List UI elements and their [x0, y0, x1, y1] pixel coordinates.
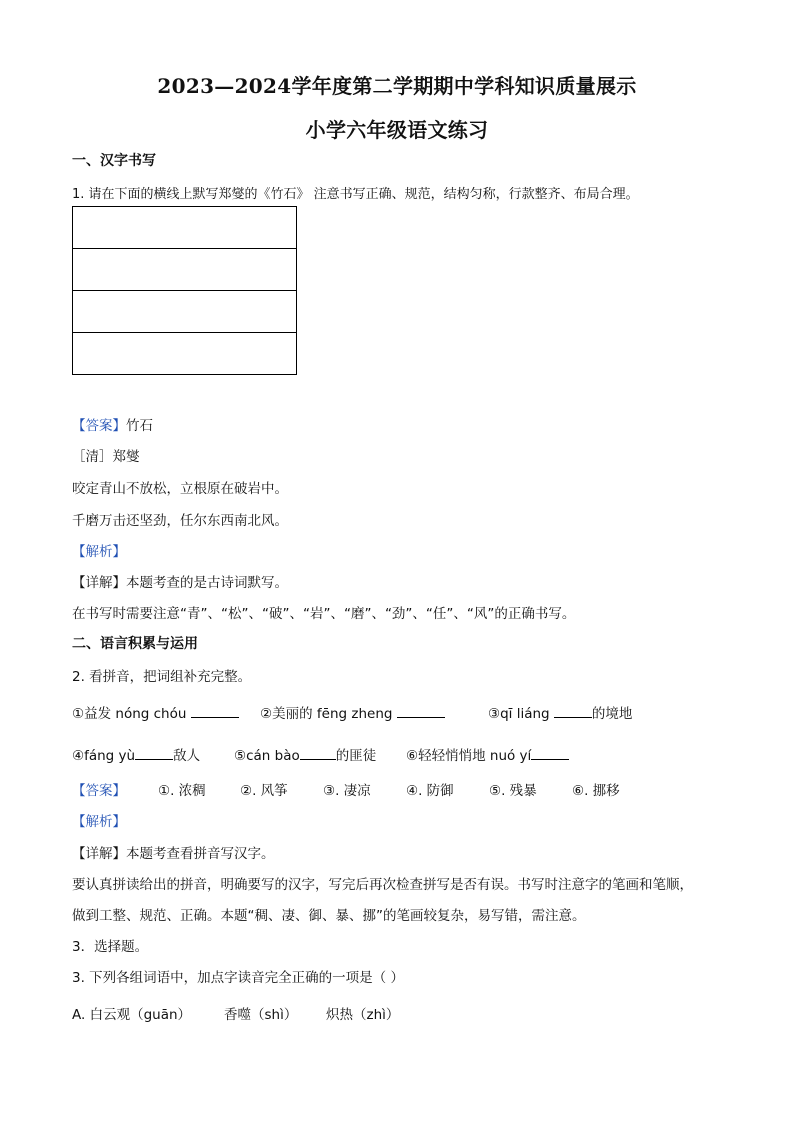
writing-grid[interactable] — [72, 206, 297, 375]
note-1: 在书写时需要注意“青”、“松”、“破”、“岩”、“磨”、“劲”、“任”、“风”的正确书写。 — [72, 606, 576, 622]
pinyin-item-5: ⑤cán bào 的匪徒 — [234, 748, 377, 764]
page-subtitle: 小学六年级语文练习 — [305, 118, 489, 142]
fill-blank[interactable] — [135, 758, 173, 760]
answer-tag: 【答案】 — [72, 418, 126, 434]
poem-line-1: 咬定青山不放松，立根原在破岩中。 — [72, 481, 288, 497]
answer-title: 竹石 — [126, 418, 153, 434]
pinyin-item-3: ③qī liáng 的境地 — [488, 706, 633, 722]
fill-blank[interactable] — [554, 716, 592, 718]
detail-1 — [72, 571, 288, 591]
detail-text: 本题考查的是古诗词默写。 — [126, 575, 288, 591]
section1-heading: 一、汉字书写 — [72, 153, 156, 169]
paragraph-2: 做到工整、规范、正确。本题“稠、凄、御、暴、挪”的笔画较复杂，易写错，需注意。 — [72, 908, 586, 924]
detail-text: 本题考查看拼音写汉字。 — [126, 846, 275, 862]
poem-author: ［清］郑燮 — [72, 449, 140, 465]
fill-blank[interactable] — [300, 758, 336, 760]
answer-item: ②. 风筝 — [240, 783, 288, 799]
detail-tag: 【详解】 — [72, 575, 126, 591]
option-a-word-2: 香噬（shì） — [224, 1007, 298, 1023]
question-3-header: 3．选择题。 — [72, 939, 149, 955]
fill-blank[interactable] — [531, 758, 569, 760]
option-a-word-1: A. 白云观（guān） — [72, 1007, 192, 1023]
pinyin-item-4: ④fáng yù 敌人 — [72, 748, 201, 764]
answer-1 — [72, 414, 153, 434]
writing-line[interactable] — [73, 207, 296, 249]
paragraph-1: 要认真拼读给出的拼音，明确要写的汉字，写完后再次检查拼写是否有误。书写时注意字的笔画和笔顺， — [72, 877, 693, 893]
writing-line[interactable] — [73, 333, 296, 375]
question-3: 3. 下列各组词语中，加点字读音完全正确的一项是（ ） — [72, 970, 404, 986]
answer-item: ④. 防御 — [406, 783, 454, 799]
fill-blank[interactable] — [191, 716, 239, 718]
question-1: 1. 请在下面的横线上默写郑燮的《竹石》 注意书写正确、规范，结构匀称，行款整齐、布局合理。 — [72, 187, 639, 202]
answer-item: ⑤. 残暴 — [489, 783, 537, 799]
fill-blank[interactable] — [397, 716, 445, 718]
analysis-tag-2: 【解析】 — [72, 814, 126, 830]
pinyin-item-1: ①益发 nóng chóu — [72, 702, 239, 722]
answer-item: ⑥. 挪移 — [572, 783, 620, 799]
answer-tag: 【答案】 — [72, 783, 126, 799]
answer-2 — [72, 779, 722, 799]
poem-line-2: 千磨万击还坚劲，任尔东西南北风。 — [72, 513, 288, 529]
detail-tag: 【详解】 — [72, 846, 126, 862]
option-a-word-3: 炽热（zhì） — [326, 1007, 400, 1023]
question-2: 2. 看拼音，把词组补充完整。 — [72, 669, 252, 685]
page-title: 2023—2024学年度第二学期期中学科知识质量展示 — [157, 74, 637, 98]
detail-2 — [72, 842, 275, 862]
pinyin-item-6: ⑥轻轻悄悄地 nuó yí — [406, 744, 569, 764]
writing-line[interactable] — [73, 291, 296, 333]
answer-item: ①. 浓稠 — [158, 783, 206, 799]
answer-item: ③. 凄凉 — [323, 783, 371, 799]
section2-heading: 二、语言积累与运用 — [72, 636, 198, 652]
pinyin-item-2: ②美丽的 fēng zheng — [260, 702, 445, 722]
analysis-tag-1: 【解析】 — [72, 544, 126, 560]
writing-line[interactable] — [73, 249, 296, 291]
